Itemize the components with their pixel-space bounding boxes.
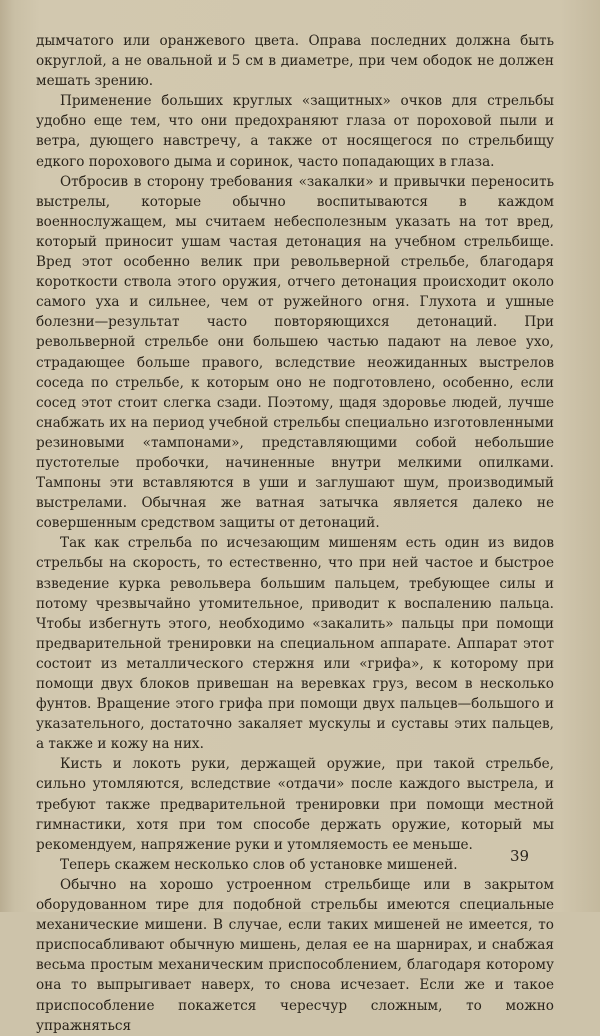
paragraph-continued: дымчатого или оранжевого цвета. Оправа последних должна быть округлой, а не овальной и 5 см в диаметре, при чем ободок не должен мешать зрению. [36,33,554,90]
paragraph: Отбросив в сторону требования «закалки» и привычки переносить выстрелы, которые обычно воспитываются в каждом военнослужащем, мы считаем небесполезным указать на тот вред, который приносит ушам частая детонация на учебном стрельбище. Вред этот особенно велик при револьверной стрельбе, благодаря короткости ствола этого оружия, отчего детонация происходит около самого уха и сильнее, чем от ружейного огня. Глухота и ушные болезни—результат часто повторяющихся детонаций. При револьверной стрельбе они большею частью падают на левое ухо, страдающее больше правого, вследствие неожиданных выстрелов соседа по стрельбе, к которым оно не подготовлено, особенно, если сосед этот стоит слегка сзади. Поэтому, щадя здоровье людей, лучше снабжать их на период учебной стрельбы специально изготовленными резиновыми «тампонами», представляющими собой небольшие пустотелые пробочки, начиненные внутри мелкими опилками. Тампоны эти вставляются в уши и заглушают шум, производимый выстрелами. Обычная же ватная затычка является далеко не совершенным средством защиты от детонаций. [36,173,554,532]
page-number: 39 [510,847,530,865]
paragraph: Обычно на хорошо устроенном стрельбище или в закрытом оборудованном тире для подобной стрельбы имеются специальные механические мишени. В случае, если таких мишеней не имеется, то приспосабливают обычную мишень, делая ее на шарнирах, и снабжая весьма простым механическим приспособлением, благодаря которому она то выпрыгивает наверх, то снова исчезает. Если же и такое приспособление покажется чересчур сложным, то можно упражняться [36,876,554,1034]
paragraph: Кисть и локоть руки, держащей оружие, при такой стрельбе, сильно утомляются, вследствие «отдачи» после каждого выстрела, и требуют также предварительной тренировки при помощи местной гимнастики, хотя при том способе держать оружие, который мы рекомендуем, напряжение руки и утомляемость ее меньше. [36,756,554,853]
body-text [36,31,554,1036]
paragraph: Теперь скажем несколько слов об установке мишеней. [60,856,458,873]
paragraph: Применение больших круглых «защитных» очков для стрельбы удобно еще тем, что они предохраняют глаза от пороховой пыли и ветра, дующего навстречу, а также от носящегося по стрельбищу едкого порохового дыма и соринок, часто попадающих в глаза. [36,93,554,170]
paragraph: Так как стрельба по исчезающим мишеням есть один из видов стрельбы на скорость, то естественно, что при ней частое и быстрое взведение курка револьвера большим пальцем, требующее силы и потому чрезвычайно утомительное, приводит к воспалению пальца. Чтобы избегнуть этого, необходимо «закалить» пальцы при помощи предварительной тренировки на специальном аппарате. Аппарат этот состоит из металлического стержня или «грифа», к которому при помощи двух блоков привешан на веревках груз, весом в несколько фунтов. Вращение этого грифа при помощи двух пальцев—большого и указательного, достаточно закаляет мускулы и суставы этих пальцев, а также и кожу на них. [36,535,554,753]
